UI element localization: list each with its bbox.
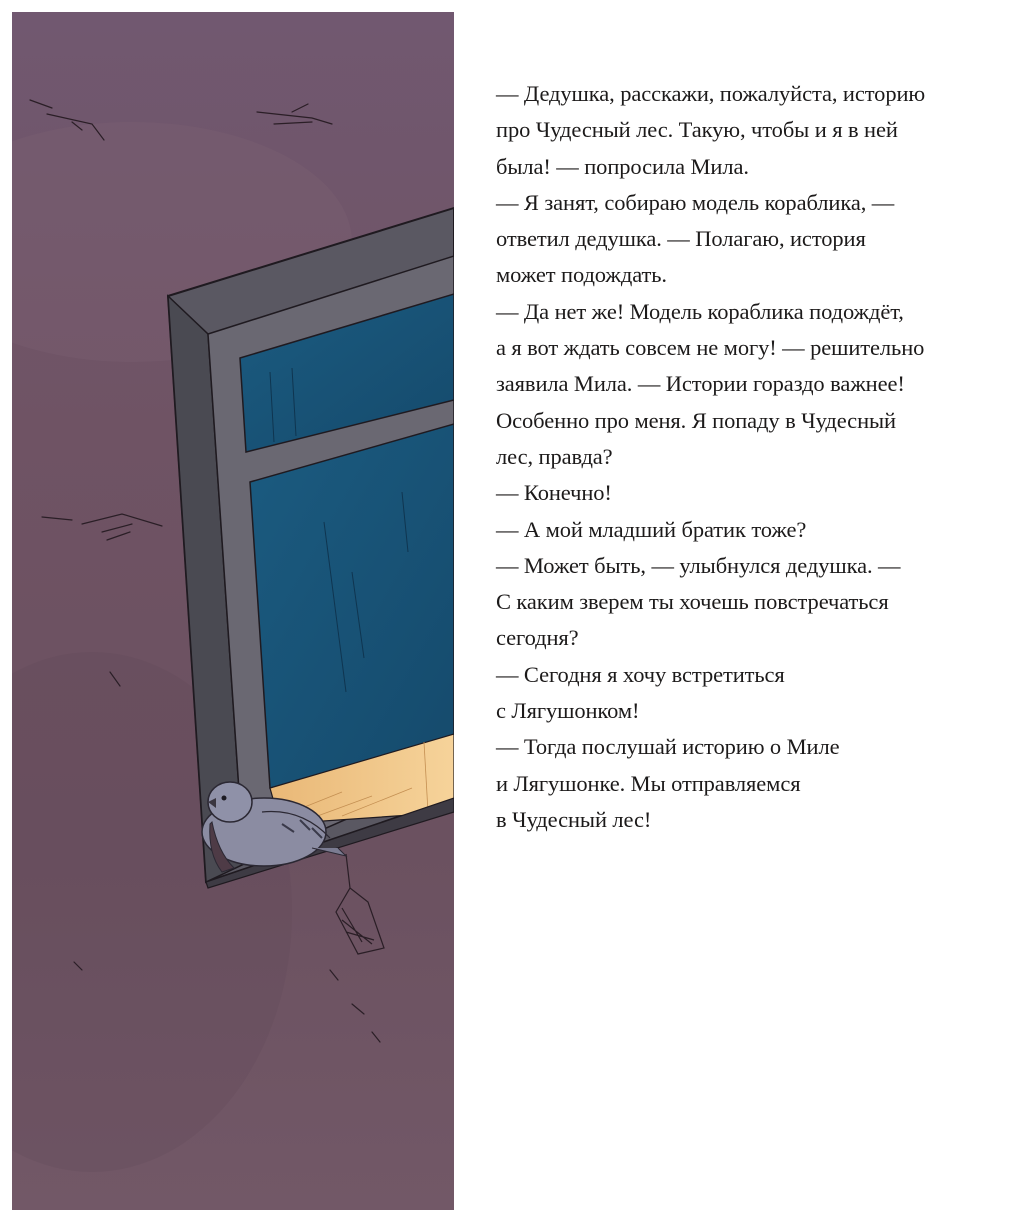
story-line: была! — попросила Мила. xyxy=(496,153,749,179)
story-text xyxy=(496,76,1024,838)
story-line: лес, правда? xyxy=(496,443,613,469)
story-line: — Конечно! xyxy=(496,480,612,506)
story-line: — Сегодня я хочу встретиться xyxy=(496,661,785,687)
story-line: ответил дедушка. — Полагаю, история xyxy=(496,226,866,252)
story-line: — Может быть, — улыбнулся дедушка. — xyxy=(496,552,901,578)
story-line: — Да нет же! Модель кораблика подождёт, xyxy=(496,298,904,324)
story-line: — Тогда послушай историю о Миле xyxy=(496,734,840,760)
story-line: и Лягушонке. Мы отправляемся xyxy=(496,770,801,796)
story-line: — А мой младший братик тоже? xyxy=(496,516,807,542)
window xyxy=(168,208,454,888)
story-line: а я вот ждать совсем не могу! — решительно xyxy=(496,335,925,361)
story-line: — Дедушка, расскажи, пожалуйста, историю xyxy=(496,81,926,106)
story-line: Особенно про меня. Я попаду в Чудесный xyxy=(496,407,896,433)
story-line: — Я занят, собираю модель кораблика, — xyxy=(496,189,895,215)
story-line: сегодня? xyxy=(496,625,579,651)
illustration-panel xyxy=(12,12,454,1210)
story-line: с Лягушонком! xyxy=(496,698,640,724)
story-line: про Чудесный лес. Такую, чтобы и я в ней xyxy=(496,117,898,143)
story-line: в Чудесный лес! xyxy=(496,806,652,832)
story-line: может подождать. xyxy=(496,262,667,288)
story-line: С каким зверем ты хочешь повстречаться xyxy=(496,589,889,615)
story-line: заявила Мила. — Истории гораздо важнее! xyxy=(496,371,905,397)
window-pigeon-illustration xyxy=(12,12,454,1210)
